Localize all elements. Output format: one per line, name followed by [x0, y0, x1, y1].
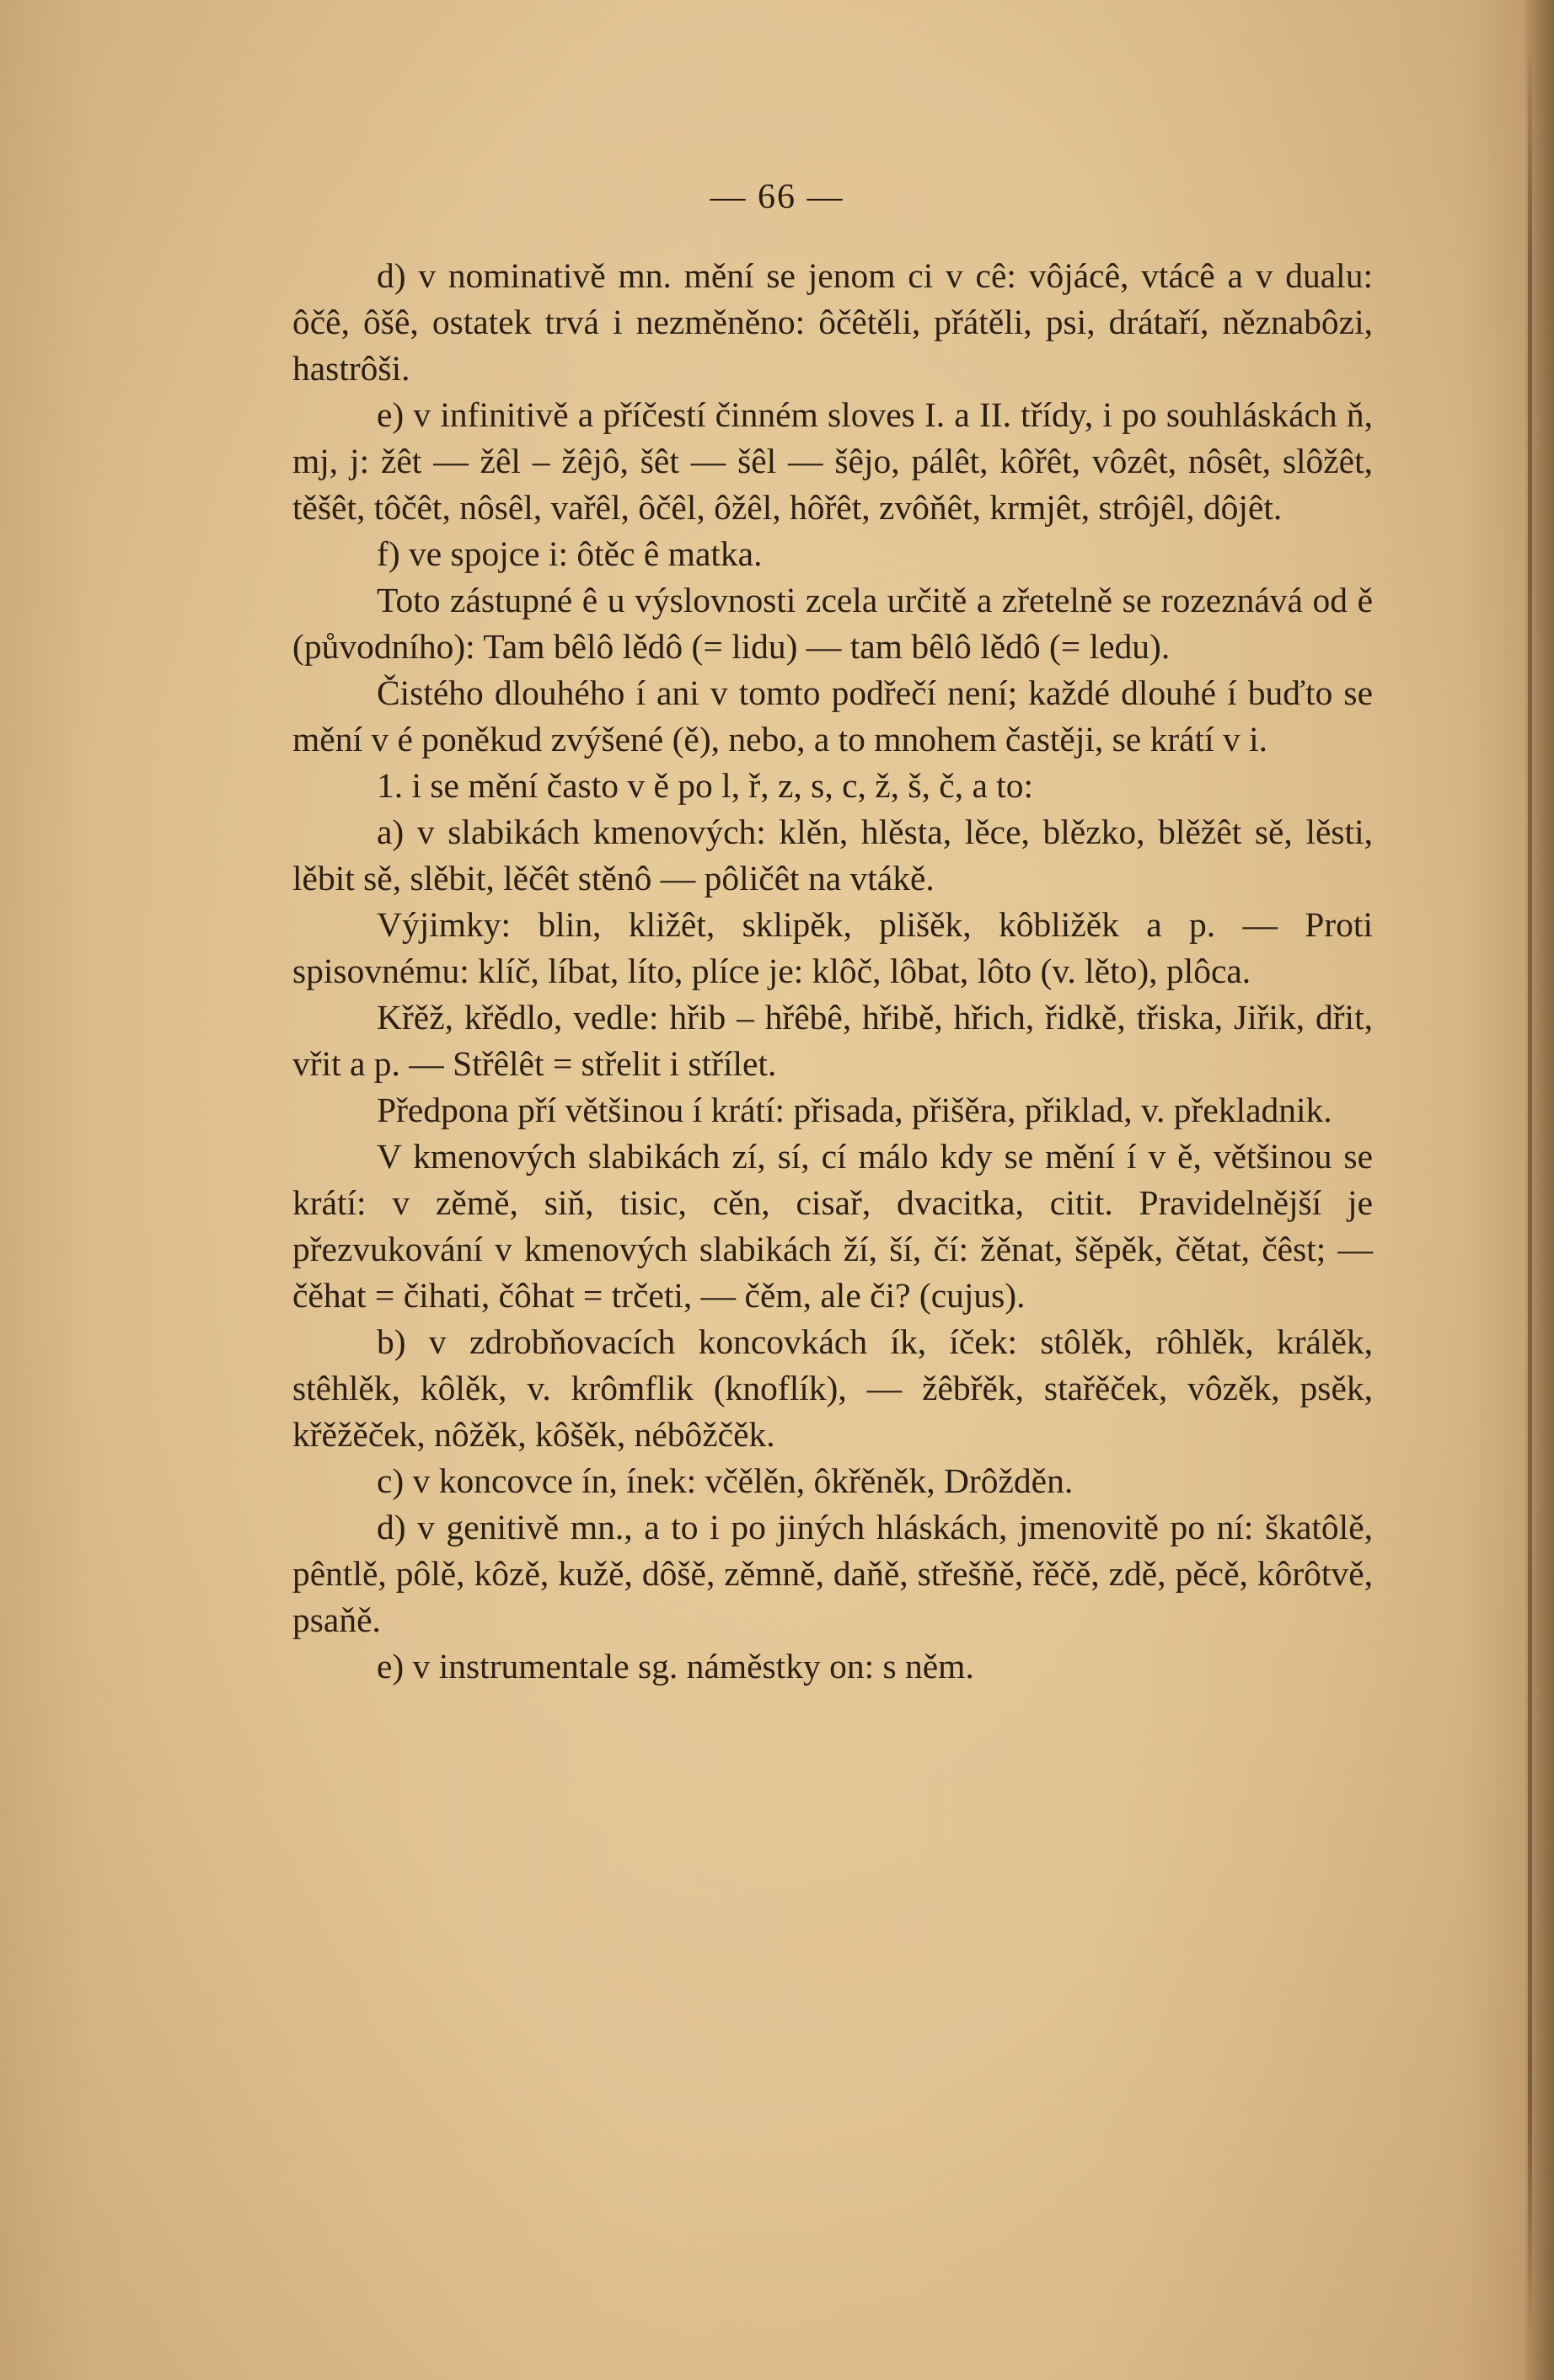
paragraph-substitute-e: Toto zástupné ê u výslovnosti zcela určitě a zřetelně se rozeznává od ě (původního): Tam bêlô lědô (= lidu) — tam bêlô lědô (= ledu).	[292, 581, 1373, 666]
paragraph-a-stem-syllables: a) v slabikách kmenových: klěn, hlěsta, lěce, blězko, blěžêt sě, lěsti, lěbit sě, slěbit, lěčêt stěnô — pôličêt na vtákě.	[292, 812, 1373, 898]
paragraph-d-genitive: d) v genitivě mn., a to i po jiných hláskách, jmenovitě po ní: škatôlě, pêntlě, pôlě, kôzě, kužě, dôšě, zěmně, daňě, střešňě, řěčě, zdě, pěcě, kôrôtvě, psaňě.	[292, 1508, 1373, 1639]
paragraph-f-conjunction: f) ve spojce i: ôtěc ê matka.	[377, 534, 763, 573]
paragraph-b-diminutive: b) v zdrobňovacích koncovkách ík, íček: stôlěk, rôhlěk, králěk, stêhlěk, kôlěk, v. krômflik (knoflík), — žêbřěk, stařěček, vôzěk, psěk, křěžěček, nôžěk, kôšěk, nébôžčěk.	[292, 1322, 1373, 1454]
paragraph-exceptions: Výjimky: blin, kližêt, sklipěk, plišěk, kôbližěk a p. — Proti spisovnému: klíč, líbat, líto, plíce je: klôč, lôbat, lôto (v. lěto), plôca.	[292, 905, 1373, 990]
paragraph-rule-1: 1. i se mění často v ě po l, ř, z, s, c, ž, š, č, a to:	[377, 766, 1034, 805]
paragraph-e-instrumental: e) v instrumentale sg. náměstky on: s něm.	[377, 1647, 974, 1686]
page-number: — 66 —	[710, 178, 844, 217]
paragraph-c-ending-in: c) v koncovce ín, ínek: včělěn, ôkřěněk, Drôžděn.	[377, 1461, 1074, 1500]
paragraph-d-nominative: d) v nominativě mn. mění se jenom ci v cê: vôjácê, vtácê a v dualu: ôčê, ôšê, ostatek trvá i nezměněno: ôčêtěli, přátěli, psi, drátaří, něznabôzi, hastrôši.	[292, 256, 1373, 388]
paragraph-krez: Křěž, křědlo, vedle: hřib – hřêbê, hřibě, hřich, řidkě, třiska, Jiřik, dřit, vřit a p. — Střêlêt = střelit i střílet.	[292, 998, 1373, 1083]
paragraph-prefix-pri: Předpona pří většinou í krátí: přisada, přišěra, přiklad, v. překladnik.	[377, 1091, 1332, 1129]
paragraph-e-infinitive: e) v infinitivě a příčestí činném sloves I. a II. třídy, i po souhláskách ň, mj, j: žêt — žêl – žêjô, šêt — šêl — šêjo, pálêt, kôřêt, vôzêt, nôsêt, slôžêt, těšêt, tôčêt, nôsêl, vařêl, ôčêl, ôžêl, hôřêt, zvôňêt, krmjêt, strôjêl, dôjêt.	[292, 395, 1373, 527]
paragraph-stem-zi-si-ci: V kmenových slabikách zí, sí, cí málo kdy se mění í v ě, většinou se krátí: v zěmě, siň, tisic, cěn, cisař, dvacitka, citit. Pravidelnější je přezvukování v kmenových slabikách ží, ší, čí: žěnat, šěpěk, čětat, čêst; — čěhat = čihati, čôhat = trčeti, — čěm, ale či? (cujus).	[292, 1137, 1373, 1315]
paragraph-long-i: Čistého dlouhého í ani v tomto podřečí není; každé dlouhé í buďto se mění v é poněkud zvýšené (ě), nebo, a to mnohem častěji, se krátí v i.	[292, 673, 1373, 758]
page-edge-line	[1528, 34, 1532, 2343]
body-text	[292, 253, 1373, 1690]
